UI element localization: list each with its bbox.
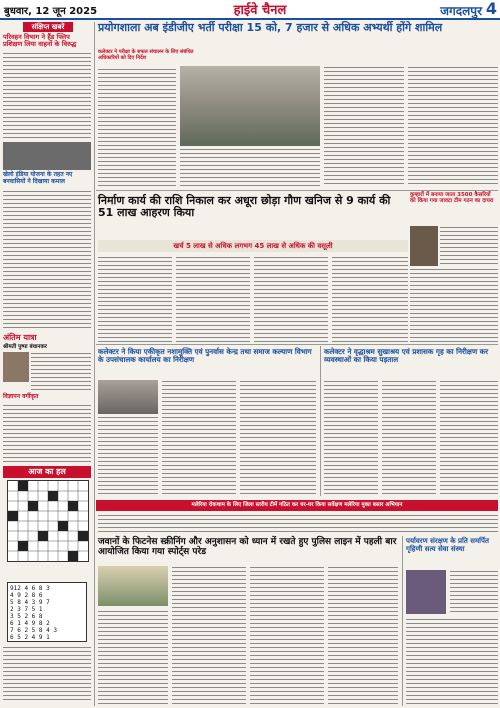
brief-news-label: संक्षिप्त खबरें	[23, 22, 73, 32]
obituary-title: अंतिम यात्रा	[3, 333, 37, 342]
brief-text-2	[3, 190, 91, 330]
paper-name: हाईवे चैनल	[233, 3, 287, 18]
brief-headline-1: परिवहन विभाग ने हैंड फ्लिप प्रशिक्षण लिया वाहनों के विरुद्ध	[3, 33, 77, 49]
top-story-text-1	[98, 68, 176, 188]
second-story-text-2	[176, 256, 250, 342]
top-story-text-4	[408, 66, 498, 186]
right-box-text-1	[440, 226, 498, 266]
top-story-text-2	[180, 164, 320, 188]
column-divider	[94, 22, 95, 706]
third-left-text-3	[240, 380, 316, 496]
sudoku-row: 6 5 2 4 9 1	[10, 634, 50, 641]
bottom-right-photo	[406, 570, 446, 614]
third-right-text-1	[324, 380, 378, 496]
malaria-banner: मलेरिया रोकथाम के लिए जिला स्तरीय टीमें गठित कर घर-घर किया सर्वेक्षण मलेरिया मुक्त बस्तर अभियान	[96, 500, 498, 511]
second-story-text-3	[254, 256, 328, 342]
obituary-text	[31, 352, 91, 392]
bottom-right-headline: पर्यावरण संरक्षण के प्रति समर्पित गृहिणी सत्य सेवा संस्था	[406, 537, 489, 553]
sudoku-row: 4 9 2 8 6	[10, 592, 43, 599]
bottom-left-text-3	[250, 566, 324, 704]
top-story-photo	[180, 66, 320, 146]
bottom-left-photo	[98, 566, 168, 606]
top-story-headline: प्रयोगशाला अब इंडीजीए भर्ती परीक्षा 15 को, 7 हजार से अधिक अभ्यर्थी होंगे शामिल	[98, 21, 443, 34]
bottom-left-text-1	[98, 610, 168, 704]
classified-title: विज्ञापन वर्गीकृत	[3, 393, 39, 400]
third-right-text-2	[382, 380, 436, 496]
right-box-text-2	[410, 268, 498, 342]
third-left-text-2	[162, 380, 236, 496]
left-bottom-text	[3, 646, 91, 702]
second-story-text-1	[98, 256, 172, 342]
right-box-headline: कुम्हारों में बनाया जाता 3500 कैसरियों को किया गया जावटा टीम गठन का दायरा	[410, 192, 494, 205]
second-story-text-4	[332, 256, 408, 342]
third-left-headline: कलेक्टर ने किया एकीकृत नशामुक्ति एवं पुनर्वास केन्द्र तथा समाज कल्याण विभाग के उपसंचालक कार्यालय का निरीक्षण	[98, 347, 312, 364]
column-divider	[402, 536, 403, 706]
third-right-text-3	[440, 380, 498, 496]
brief-headline-2: खेलो इंडिया योजना के तहत नए बनवासियों ने दिखाया कमाल	[3, 171, 73, 185]
issue-date: बुधवार, 12 जून 2025	[4, 6, 98, 17]
banner-text	[98, 514, 498, 534]
bottom-left-text-2	[172, 566, 246, 704]
obituary-name: श्रीमती पुष्पा बंधानकर	[3, 344, 47, 350]
third-left-photo	[98, 380, 158, 414]
obituary-photo	[3, 352, 29, 382]
top-story-kicker: कलेक्टर ने परीक्षा के सफल संचालन के लिए संबंधित अधिकारियों को दिए निर्देश	[98, 49, 194, 61]
edition-city: जगदलपुर	[440, 4, 482, 18]
crossword-grid	[7, 480, 89, 562]
second-story-headline: निर्माण कार्य की राशि निकाल कर अधूरा छोड़ा गौण खनिज से 9 कार्य की 51 लाख आहरण किया	[98, 194, 391, 220]
top-story-text-3	[324, 66, 404, 186]
sudoku-row: 5 8 4 3 9 7	[10, 599, 50, 606]
third-right-headline: कलेक्टर ने वृद्धाश्रम सुखाश्रय एवं प्रशासक गृह का निरीक्षण कर व्यवस्थाओं का किया पड़ताल	[324, 347, 489, 364]
top-story-caption	[180, 148, 320, 162]
sudoku-row: 2 3 7 5 1	[10, 606, 43, 613]
sudoku-row: 7 6 2 5 8 4 3	[10, 627, 57, 634]
masthead	[0, 0, 500, 20]
brief-photo	[3, 142, 91, 170]
bottom-right-text-2	[406, 618, 498, 704]
brief-text-1	[3, 52, 91, 140]
page-number: 4	[485, 0, 497, 18]
left-column	[3, 22, 93, 706]
bottom-left-text-4	[328, 566, 398, 704]
sudoku-row: 912 4 6 8 3	[10, 585, 50, 592]
bottom-right-text-1	[450, 570, 498, 614]
section-divider	[96, 190, 498, 191]
bottom-left-headline: जवानों के फिटनेस स्क्रीनिंग और अनुशासन को ध्यान में रखते हुए पुलिस लाइन में पहली बार आयोजित किया गया स्पोर्ट्स परेड	[98, 537, 397, 557]
third-left-text-1	[98, 416, 158, 496]
second-story-kicker: खर्च 5 लाख से अधिक लगभग 45 लाख से अधिक की वसूली	[98, 240, 408, 252]
section-divider	[96, 344, 498, 345]
puzzle-title: आज का हल	[3, 466, 91, 478]
sudoku-row: 3 5 2 6 8	[10, 613, 43, 620]
classified-text	[3, 404, 91, 464]
right-box-photo	[410, 226, 438, 266]
column-divider	[320, 346, 321, 496]
sudoku-grid	[7, 582, 87, 642]
sudoku-row: 6 1 4 9 8 2	[10, 620, 50, 627]
